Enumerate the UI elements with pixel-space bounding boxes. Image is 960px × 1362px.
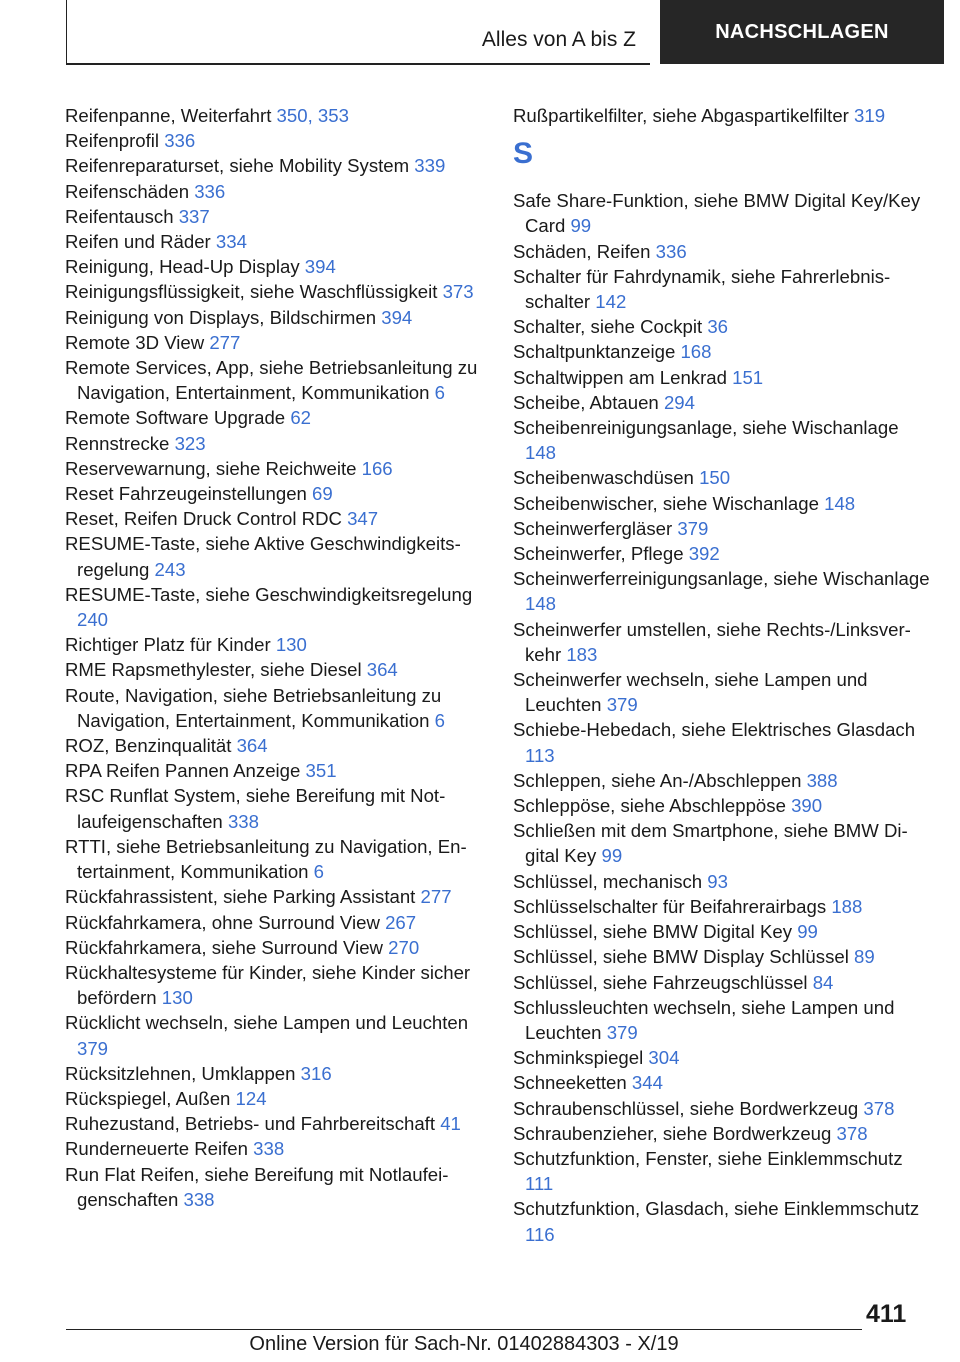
index-entry-term: Schaltpunktanzeige (513, 341, 681, 363)
index-entry (513, 617, 933, 667)
page-reference-link[interactable]: 336 (655, 240, 687, 262)
page-reference-link[interactable]: 89 (854, 946, 875, 968)
page-reference-link[interactable]: 364 (236, 735, 268, 757)
index-entry-term: Reifenprofil (65, 130, 165, 152)
index-entry (513, 818, 933, 868)
page-reference-link[interactable]: 334 (215, 231, 247, 253)
index-entry (65, 758, 483, 783)
page-reference-link[interactable]: 124 (235, 1087, 267, 1109)
index-entry (513, 239, 933, 264)
index-entry (65, 1010, 483, 1060)
index-entry-term: Run Flat Reifen, siehe Bereifung mit Notlaufeigenschaften (65, 1163, 449, 1210)
page-reference-link[interactable]: 350, 353 (276, 105, 349, 126)
index-entry (65, 153, 483, 178)
page-reference-link[interactable]: 111 (525, 1173, 554, 1195)
index-entry-term: Schneeketten (513, 1072, 632, 1094)
index-entry (65, 1111, 483, 1136)
page-reference-link[interactable]: 267 (385, 911, 417, 933)
page-number: 411 (866, 1300, 907, 1328)
index-entry-term: ROZ, Benzinqualität (65, 735, 237, 757)
index-entry-term: Schaltwippen am Lenkrad (513, 366, 733, 388)
index-entry (513, 491, 933, 516)
index-entry-term: Route, Navigation, siehe Betriebsanleitung zu Navigation, Entertainment, Kommunikation (65, 684, 442, 731)
header-rule-left (66, 0, 67, 64)
index-entry-term: Schiebe-Hebedach, siehe Elektrisches Glasdach (513, 719, 916, 741)
index-entry-term: Remote 3D View (65, 331, 210, 353)
page-reference-link[interactable]: 148 (525, 593, 557, 615)
page-reference-link[interactable]: 150 (699, 467, 731, 489)
index-entry-term: Reservewarnung, siehe Reichweite (65, 457, 362, 479)
index-entry (513, 516, 933, 541)
index-entry-term: Reifen und Räder (65, 231, 216, 253)
page-reference-link[interactable]: 113 (525, 744, 555, 766)
index-entry (513, 264, 933, 314)
index-entry-term: Scheibe, Abtauen (513, 391, 664, 413)
index-entry (65, 128, 483, 153)
page-reference-link[interactable]: 390 (791, 795, 823, 817)
index-entry (513, 1070, 933, 1095)
page-reference-link[interactable]: 379 (606, 694, 638, 716)
page-reference-link[interactable]: 319 (854, 105, 886, 126)
index-entry (65, 229, 483, 254)
page-reference-link[interactable]: 188 (831, 895, 863, 917)
index-entry (65, 305, 483, 330)
page-reference-link[interactable]: 243 (154, 558, 186, 580)
index-entry-term: Scheinwerfergläser (513, 517, 678, 539)
index-entry (513, 314, 933, 339)
index-entry (65, 657, 483, 682)
page-reference-link[interactable]: 323 (174, 432, 206, 454)
page-reference-link[interactable]: 316 (300, 1062, 332, 1084)
index-entry-term: Schutzfunktion, Fenster, siehe Einklemmschutz (513, 1147, 903, 1169)
page-reference-link[interactable]: 142 (595, 291, 627, 313)
page-reference-link[interactable]: 41 (440, 1113, 461, 1135)
index-entry (513, 1045, 933, 1070)
index-entry-term: Remote Software Upgrade (65, 407, 291, 429)
index-entry (65, 431, 483, 456)
index-entry-term: Scheibenwaschdüsen (513, 467, 700, 489)
chapter-tab-label: NACHSCHLAGEN (715, 20, 889, 43)
page-reference-link[interactable]: 304 (648, 1047, 680, 1069)
index-entry-term: Scheinwerfer umstellen, siehe Rechts-/Linksverkehr (513, 618, 911, 665)
page-reference-link[interactable]: 99 (570, 215, 592, 237)
page-reference-link[interactable]: 379 (77, 1037, 109, 1059)
index-entry (65, 405, 483, 430)
index-entry-term: Reifenreparaturset, siehe Mobility System (65, 155, 415, 177)
index-entry (513, 667, 933, 717)
header-rule-bottom (66, 63, 650, 65)
index-entry-term: Rücklicht wechseln, siehe Lampen und Leuchten (65, 1012, 469, 1034)
page-reference-link[interactable]: 379 (606, 1021, 638, 1043)
page-reference-link[interactable]: 93 (707, 870, 728, 892)
page-reference-link[interactable]: 148 (824, 492, 856, 514)
index-entry (513, 970, 933, 995)
index-entry-term: RTTI, siehe Betriebsanleitung zu Navigation, Entertainment, Kommunikation (65, 835, 467, 883)
page-reference-link[interactable]: 270 (388, 936, 420, 958)
page-reference-link[interactable]: 364 (366, 659, 398, 681)
index-entry-term: Richtiger Platz für Kinder (65, 634, 276, 656)
index-entry (65, 1086, 483, 1111)
index-entry (513, 566, 933, 616)
page-reference-link[interactable]: 148 (525, 442, 557, 464)
index-entry (513, 768, 933, 793)
page-reference-link[interactable]: 338 (183, 1188, 215, 1210)
index-entry-term: Reinigung, Head-Up Display (65, 256, 305, 278)
page-reference-link[interactable]: 394 (381, 306, 413, 328)
section-title: Alles von A bis Z (481, 28, 636, 51)
page-reference-link[interactable]: 277 (209, 331, 241, 353)
index-entries-r (513, 103, 933, 128)
index-entry (513, 365, 933, 390)
page-reference-link[interactable]: 6 (434, 382, 445, 404)
index-entry-term: Reset Fahrzeugeinstellungen (65, 483, 313, 505)
page-reference-link[interactable]: 344 (631, 1072, 663, 1094)
index-entry (513, 390, 933, 415)
index-entry (513, 1196, 933, 1246)
page-reference-link[interactable]: 166 (361, 457, 393, 479)
page-reference-link[interactable]: 6 (434, 709, 445, 731)
index-entry-term: Reifenschäden (65, 180, 195, 202)
page-reference-link[interactable]: 388 (806, 769, 838, 791)
page-reference-link[interactable]: 294 (663, 391, 695, 413)
index-entry (65, 456, 483, 481)
page-reference-link[interactable]: 168 (680, 341, 712, 363)
page-reference-link[interactable]: 336 (194, 180, 226, 202)
page-reference-link[interactable]: 240 (77, 609, 109, 631)
index-entry-term: Scheibenwischer, siehe Wischanlage (513, 492, 825, 514)
index-entry (513, 541, 933, 566)
page-reference-link[interactable]: 36 (707, 316, 728, 338)
index-entry-term: Schalter, siehe Cockpit (513, 316, 708, 338)
index-entry (65, 103, 483, 128)
index-entry (65, 204, 483, 229)
index-entry (513, 188, 933, 238)
index-column-right (513, 103, 933, 1247)
index-entry (513, 1146, 933, 1196)
index-entry-term: Schäden, Reifen (513, 240, 656, 262)
index-entry-term: Schalter für Fahrdynamik, siehe Fahrerlebnisschalter (513, 265, 891, 313)
index-entry-term: Schlussleuchten wechseln, siehe Lampen und Leuchten (513, 996, 895, 1043)
index-entry (65, 632, 483, 657)
index-entry (513, 717, 933, 767)
index-entry (65, 582, 483, 632)
index-entry (513, 919, 933, 944)
index-entry-term: Reifentausch (65, 205, 179, 227)
page-reference-link[interactable]: 99 (797, 921, 818, 943)
index-entry (65, 960, 483, 1010)
index-entry (65, 834, 483, 884)
index-entry (513, 415, 933, 465)
page-reference-link[interactable]: 151 (732, 366, 764, 388)
page-reference-link[interactable]: 277 (420, 886, 452, 908)
index-entry (65, 179, 483, 204)
page-reference-link[interactable]: 392 (688, 543, 720, 565)
index-entry-term: Scheinwerfer wechseln, siehe Lampen und Leuchten (513, 669, 868, 716)
page-reference-link[interactable]: 99 (601, 845, 623, 867)
page-reference-link[interactable]: 6 (313, 861, 325, 883)
index-entry (65, 330, 483, 355)
index-entry-term: Reinigungsflüssigkeit, siehe Waschflüssigkeit (65, 281, 443, 303)
index-entry-term: RESUME-Taste, siehe Aktive Geschwindigkeitsregelung (65, 533, 461, 580)
footer-rule (66, 1329, 862, 1330)
index-entry-term: Schleppöse, siehe Abschleppöse (513, 795, 792, 817)
index-entry (65, 884, 483, 909)
index-entry (65, 1061, 483, 1086)
index-entry (65, 355, 483, 405)
index-entry (65, 1162, 483, 1212)
index-entry-term: Schlüssel, siehe Fahrzeugschlüssel (513, 971, 813, 993)
page-reference-link[interactable]: 338 (253, 1138, 285, 1160)
index-entry (513, 995, 933, 1045)
index-entry (65, 935, 483, 960)
index-entry (65, 279, 483, 304)
index-entry (65, 733, 483, 758)
index-entry-term: Rückfahrkamera, siehe Surround View (65, 936, 389, 958)
index-entry-term: RESUME-Taste, siehe Geschwindigkeitsregelung (65, 583, 473, 605)
index-entry-term: Schraubenschlüssel, siehe Bordwerkzeug (513, 1097, 864, 1119)
index-entry (65, 506, 483, 531)
index-entry-term: Reifenpanne, Weiterfahrt (65, 105, 277, 126)
page-reference-link[interactable]: 62 (290, 407, 311, 429)
page-reference-link[interactable]: 183 (566, 643, 598, 665)
index-column-left (65, 103, 483, 1212)
page-reference-link[interactable]: 379 (677, 517, 709, 539)
page-reference-link[interactable]: 378 (836, 1122, 868, 1144)
chapter-tab[interactable] (660, 0, 944, 64)
index-entry (513, 465, 933, 490)
index-entry-term: Scheibenreinigungsanlage, siehe Wischanlage (513, 417, 899, 439)
page-reference-link[interactable]: 338 (227, 810, 259, 832)
index-entry (513, 103, 933, 128)
index-entry (513, 894, 933, 919)
index-entry-term: RPA Reifen Pannen Anzeige (65, 760, 306, 782)
index-entry-term: Ruhezustand, Betriebs- und Fahrbereitschaft (65, 1113, 441, 1135)
index-entry-term: Schlüssel, mechanisch (513, 870, 708, 892)
index-entry-term: Scheinwerferreinigungsanlage, siehe Wischanlage (513, 568, 930, 590)
index-entry-term: Schlüsselschalter für Beifahrerairbags (513, 895, 832, 917)
index-entry (65, 1136, 483, 1161)
page-reference-link[interactable]: 130 (275, 634, 307, 656)
page-reference-link[interactable]: 337 (178, 205, 210, 227)
page-reference-link[interactable]: 378 (863, 1097, 895, 1119)
index-entry-term: Rückspiegel, Außen (65, 1087, 236, 1109)
index-entry (65, 531, 483, 581)
page-reference-link[interactable]: 347 (347, 508, 379, 530)
page-reference-link[interactable]: 373 (442, 281, 474, 303)
index-entry (513, 793, 933, 818)
index-entry-term: Rückhaltesysteme für Kinder, siehe Kinder sicher befördern (65, 961, 471, 1009)
page-reference-link[interactable]: 69 (312, 483, 333, 505)
page-reference-link[interactable]: 339 (414, 155, 446, 177)
index-entry-term: Rücksitzlehnen, Umklappen (65, 1062, 301, 1084)
page-reference-link[interactable]: 130 (161, 987, 193, 1009)
index-entry-term: Schlüssel, siehe BMW Digital Key (513, 921, 798, 943)
index-entry (65, 783, 483, 833)
index-entry-term: Rückfahrassistent, siehe Parking Assistant (65, 886, 421, 908)
index-entry-term: Schraubenzieher, siehe Bordwerkzeug (513, 1122, 837, 1144)
index-entry-term: Safe Share-Funktion, siehe BMW Digital Key/Key Card (513, 190, 921, 237)
page-reference-link[interactable]: 351 (305, 760, 337, 782)
index-entry (513, 339, 933, 364)
page-reference-link[interactable]: 394 (304, 256, 336, 278)
page-reference-link[interactable]: 116 (525, 1223, 555, 1245)
index-entry-term: Reinigung von Displays, Bildschirmen (65, 306, 382, 328)
index-entry-term: Runderneuerte Reifen (65, 1138, 254, 1160)
index-entry-term: Scheinwerfer, Pflege (513, 543, 689, 565)
index-entry-term: Reset, Reifen Druck Control RDC (65, 508, 348, 530)
index-entry (65, 481, 483, 506)
index-entry (513, 1121, 933, 1146)
page-reference-link[interactable]: 336 (164, 130, 196, 152)
index-entry-term: Remote Services, App, siehe Betriebsanleitung zu Navigation, Entertainment, Kommunikation (65, 357, 478, 404)
index-entry-term: Rückfahrkamera, ohne Surround View (65, 911, 386, 933)
index-entry-term: Schlüssel, siehe BMW Display Schlüssel (513, 946, 855, 968)
index-entry-term: Rennstrecke (65, 432, 175, 454)
index-entry-term: Schutzfunktion, Glasdach, siehe Einklemmschutz (513, 1198, 920, 1220)
index-entry-term: RME Rapsmethylester, siehe Diesel (65, 659, 367, 681)
online-version-note: Online Version für Sach-Nr. 01402884303 - X/19 (249, 1333, 679, 1355)
index-entry (513, 944, 933, 969)
index-entry (65, 683, 483, 733)
index-entry-term: Rußpartikelfilter, siehe Abgaspartikelfilter (513, 105, 855, 126)
page-reference-link[interactable]: 84 (812, 971, 834, 993)
index-entry-term: Schleppen, siehe An-/Abschleppen (513, 769, 807, 791)
index-entry (513, 869, 933, 894)
index-entry (513, 1096, 933, 1121)
index-entry-term: Schminkspiegel (513, 1047, 649, 1069)
index-entry-term: RSC Runflat System, siehe Bereifung mit Notlaufeigenschaften (65, 785, 446, 832)
index-entries-s (513, 188, 933, 1247)
index-entry (65, 254, 483, 279)
index-entry (65, 910, 483, 935)
section-letter: S (513, 137, 534, 171)
index-entry-term: Schließen mit dem Smartphone, siehe BMW Digital Key (513, 820, 908, 867)
